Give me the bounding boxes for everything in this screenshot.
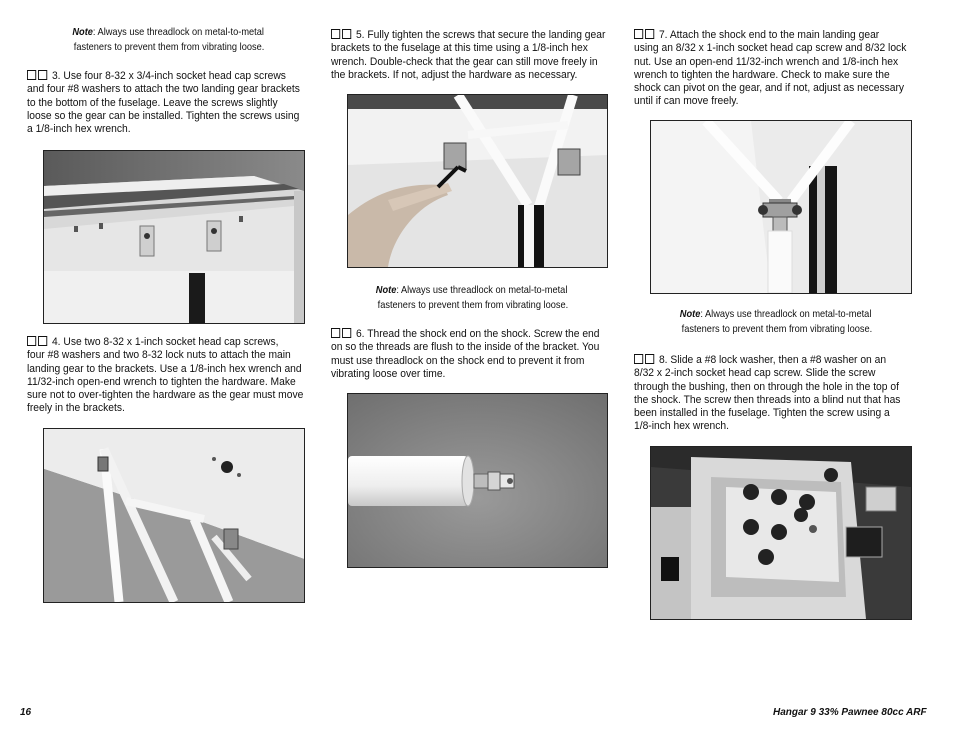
- step-7-text: shock can pivot on the gear, and if not, adjust as necessary: [634, 82, 905, 95]
- step-8: [634, 354, 900, 434]
- step-3-text: and four #8 washers to attach the two landing gear brackets: [27, 83, 300, 96]
- step-7-text: 7. Attach the shock end to the main landing gear: [658, 29, 880, 41]
- step-4-text: four #8 washers and two 8-32 lock nuts to attach the main: [27, 349, 291, 362]
- photo-shock-attached: [650, 120, 912, 294]
- step-7-text: nut. Use an open-end 11/32-inch wrench and 1/8-inch hex: [634, 55, 899, 68]
- checkbox-2[interactable]: [645, 29, 654, 39]
- step-5-text: wrench. Double-check that the gear can still move freely in: [331, 55, 598, 68]
- photo-tighten-screws: [347, 94, 608, 268]
- checkbox-1[interactable]: [634, 29, 643, 39]
- note-label: Note: [375, 284, 397, 296]
- step-3-text: loose so the gear can be installed. Tighten the screws using: [27, 109, 300, 122]
- step-3: [27, 70, 300, 136]
- checkbox-2[interactable]: [645, 354, 654, 364]
- step-4: [27, 336, 303, 416]
- step-3-text: a 1/8-inch hex wrench.: [27, 123, 131, 136]
- step-6-text: 6. Thread the shock end on the shock. Screw the end: [355, 328, 600, 340]
- note-text-line1: : Always use threadlock on metal-to-metal: [92, 26, 264, 38]
- threadlock-note-3: [679, 307, 872, 337]
- threadlock-note-1: [72, 25, 264, 55]
- note-text-line1: : Always use threadlock on metal-to-metal: [700, 308, 872, 320]
- step-6: [331, 328, 599, 381]
- step-6-text: must use threadlock on the shock end to prevent it from: [331, 354, 585, 367]
- note-text-line2: fasteners to prevent them from vibrating loose.: [377, 299, 569, 311]
- photo-gear-brackets: [43, 150, 305, 324]
- step-5-text: brackets to the fuselage at this time using a 1/8-inch hex: [331, 42, 588, 55]
- page-number: 16: [20, 707, 32, 718]
- photo-fuselage-interior: [650, 446, 912, 620]
- step-6-text: on so the threads are flush to the inside of the bracket. You: [331, 341, 600, 354]
- checkbox-1[interactable]: [634, 354, 643, 364]
- step-4-text: landing gear to the brackets. Use a 1/8-inch hex wrench and: [27, 362, 302, 375]
- threadlock-note-2: [375, 283, 568, 313]
- step-8-text: the shock. The screw then threads into a blind nut that has: [634, 393, 901, 406]
- step-3-text: 3. Use four 8-32 x 3/4-inch socket head cap screws: [51, 70, 286, 82]
- step-3-text: to the bottom of the fuselage. Leave the screws slightly: [27, 96, 278, 109]
- note-text-line2: fasteners to prevent them from vibrating loose.: [73, 41, 265, 53]
- checkbox-1[interactable]: [27, 336, 36, 346]
- step-7: [634, 29, 906, 109]
- step-8-text: been installed in the fuselage. Tighten the screw using a: [634, 407, 890, 420]
- step-5: [331, 29, 605, 82]
- checkbox-1[interactable]: [331, 29, 340, 39]
- step-8-text: 1/8-inch hex wrench.: [634, 420, 729, 433]
- note-label: Note: [679, 308, 701, 320]
- step-8-text: 8. Slide a #8 lock washer, then a #8 washer on an: [658, 354, 887, 366]
- step-5-text: 5. Fully tighten the screws that secure the landing gear: [355, 29, 606, 41]
- step-4-text: 4. Use two 8-32 x 1-inch socket head cap screws,: [51, 336, 279, 348]
- checkbox-2[interactable]: [342, 29, 351, 39]
- step-4-text: sure not to over-tighten the hardware as the gear must move: [27, 389, 304, 402]
- step-6-text: vibrating loose over time.: [331, 367, 446, 380]
- checkbox-1[interactable]: [27, 70, 36, 80]
- note-label: Note: [72, 26, 93, 38]
- checkbox-2[interactable]: [38, 70, 47, 80]
- step-5-text: the brackets. If not, adjust the hardware as necessary.: [331, 68, 578, 81]
- step-7-text: until if can move freely.: [634, 95, 739, 108]
- note-text-line1: : Always use threadlock on metal-to-metal: [396, 284, 568, 296]
- step-4-text: 11/32-inch open-end wrench to tighten the hardware. Make: [27, 375, 296, 388]
- photo-gear-attached: [43, 428, 305, 603]
- step-4-text: freely in the brackets.: [27, 402, 125, 415]
- step-7-text: wrench to tighten the hardware. Check to make sure the: [634, 68, 890, 81]
- checkbox-1[interactable]: [331, 328, 340, 338]
- note-text-line2: fasteners to prevent them from vibrating loose.: [681, 323, 873, 335]
- step-8-text: through the bushing, then on through the hole in the top of: [634, 380, 899, 393]
- checkbox-2[interactable]: [38, 336, 47, 346]
- checkbox-2[interactable]: [342, 328, 351, 338]
- photo-shock-end: [347, 393, 608, 568]
- step-8-text: 8/32 x 2-inch socket head cap screw. Slide the screw: [634, 367, 876, 380]
- step-7-text: using an 8/32 x 1-inch socket head cap screw and 8/32 lock: [634, 42, 907, 55]
- book-title: Hangar 9 33% Pawnee 80cc ARF: [773, 707, 927, 718]
